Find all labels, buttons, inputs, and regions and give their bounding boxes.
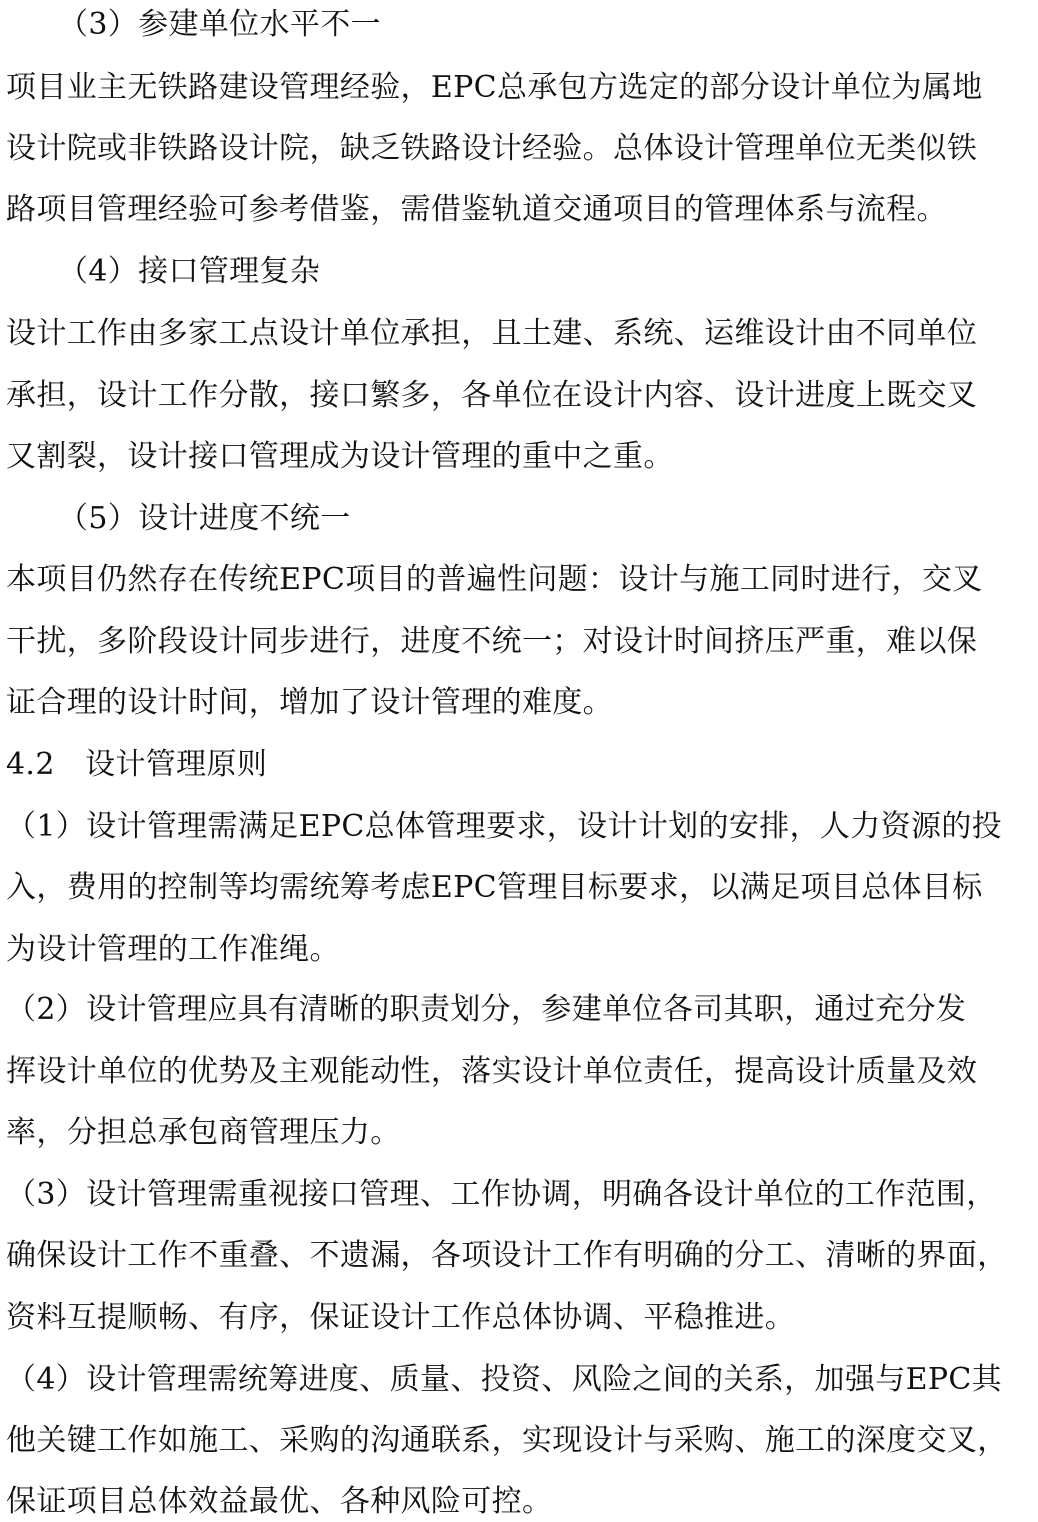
principle-line: 率，分担总承包商管理压力。 bbox=[6, 1115, 401, 1150]
principle-line: 确保设计工作不重叠、不遗漏，各项设计工作有明确的分工、清晰的界面， bbox=[6, 1238, 1008, 1273]
principle-line: （2）设计管理应具有清晰的职责划分，参建单位各司其职，通过充分发 bbox=[6, 992, 967, 1027]
paragraph-line: 证合理的设计时间，增加了设计管理的难度。 bbox=[6, 685, 613, 720]
section-heading-participant-level: （3）参建单位水平不一 bbox=[58, 7, 381, 42]
paragraph-line: 路项目管理经验可参考借鉴，需借鉴轨道交通项目的管理体系与流程。 bbox=[6, 192, 947, 227]
principle-line: 资料互提顺畅、有序，保证设计工作总体协调、平稳推进。 bbox=[6, 1300, 796, 1335]
paragraph-line: 又割裂，设计接口管理成为设计管理的重中之重。 bbox=[6, 439, 674, 474]
paragraph-line: 项目业主无铁路建设管理经验，EPC总承包方选定的部分设计单位为属地 bbox=[6, 70, 983, 105]
principle-line: 保证项目总体效益最优、各种风险可控。 bbox=[6, 1484, 553, 1519]
paragraph-line: 设计院或非铁路设计院，缺乏铁路设计经验。总体设计管理单位无类似铁 bbox=[6, 131, 978, 166]
principle-line: 入，费用的控制等均需统筹考虑EPC管理目标要求，以满足项目总体目标 bbox=[6, 870, 983, 905]
section-heading-interface-complex: （4）接口管理复杂 bbox=[58, 254, 321, 289]
section-heading-4-2: 4.2 设计管理原则 bbox=[6, 747, 268, 782]
paragraph-line: 承担，设计工作分散，接口繁多，各单位在设计内容、设计进度上既交叉 bbox=[6, 378, 978, 413]
principle-line: （1）设计管理需满足EPC总体管理要求，设计计划的安排，人力资源的投 bbox=[6, 809, 1003, 844]
section-heading-progress: （5）设计进度不统一 bbox=[58, 501, 351, 536]
principle-line: 为设计管理的工作准绳。 bbox=[6, 932, 340, 967]
principle-line: 挥设计单位的优势及主观能动性，落实设计单位责任，提高设计质量及效 bbox=[6, 1054, 978, 1089]
principle-line: （3）设计管理需重视接口管理、工作协调，明确各设计单位的工作范围， bbox=[6, 1177, 997, 1212]
paragraph-line: 干扰，多阶段设计同步进行，进度不统一；对设计时间挤压严重，难以保 bbox=[6, 624, 978, 659]
principle-line: （4）设计管理需统筹进度、质量、投资、风险之间的关系，加强与EPC其 bbox=[6, 1362, 1003, 1397]
paragraph-line: 本项目仍然存在传统EPC项目的普遍性问题：设计与施工同时进行，交叉 bbox=[6, 562, 983, 597]
principle-line: 他关键工作如施工、采购的沟通联系，实现设计与采购、施工的深度交叉， bbox=[6, 1423, 1008, 1458]
paragraph-line: 设计工作由多家工点设计单位承担，且土建、系统、运维设计由不同单位 bbox=[6, 316, 978, 351]
